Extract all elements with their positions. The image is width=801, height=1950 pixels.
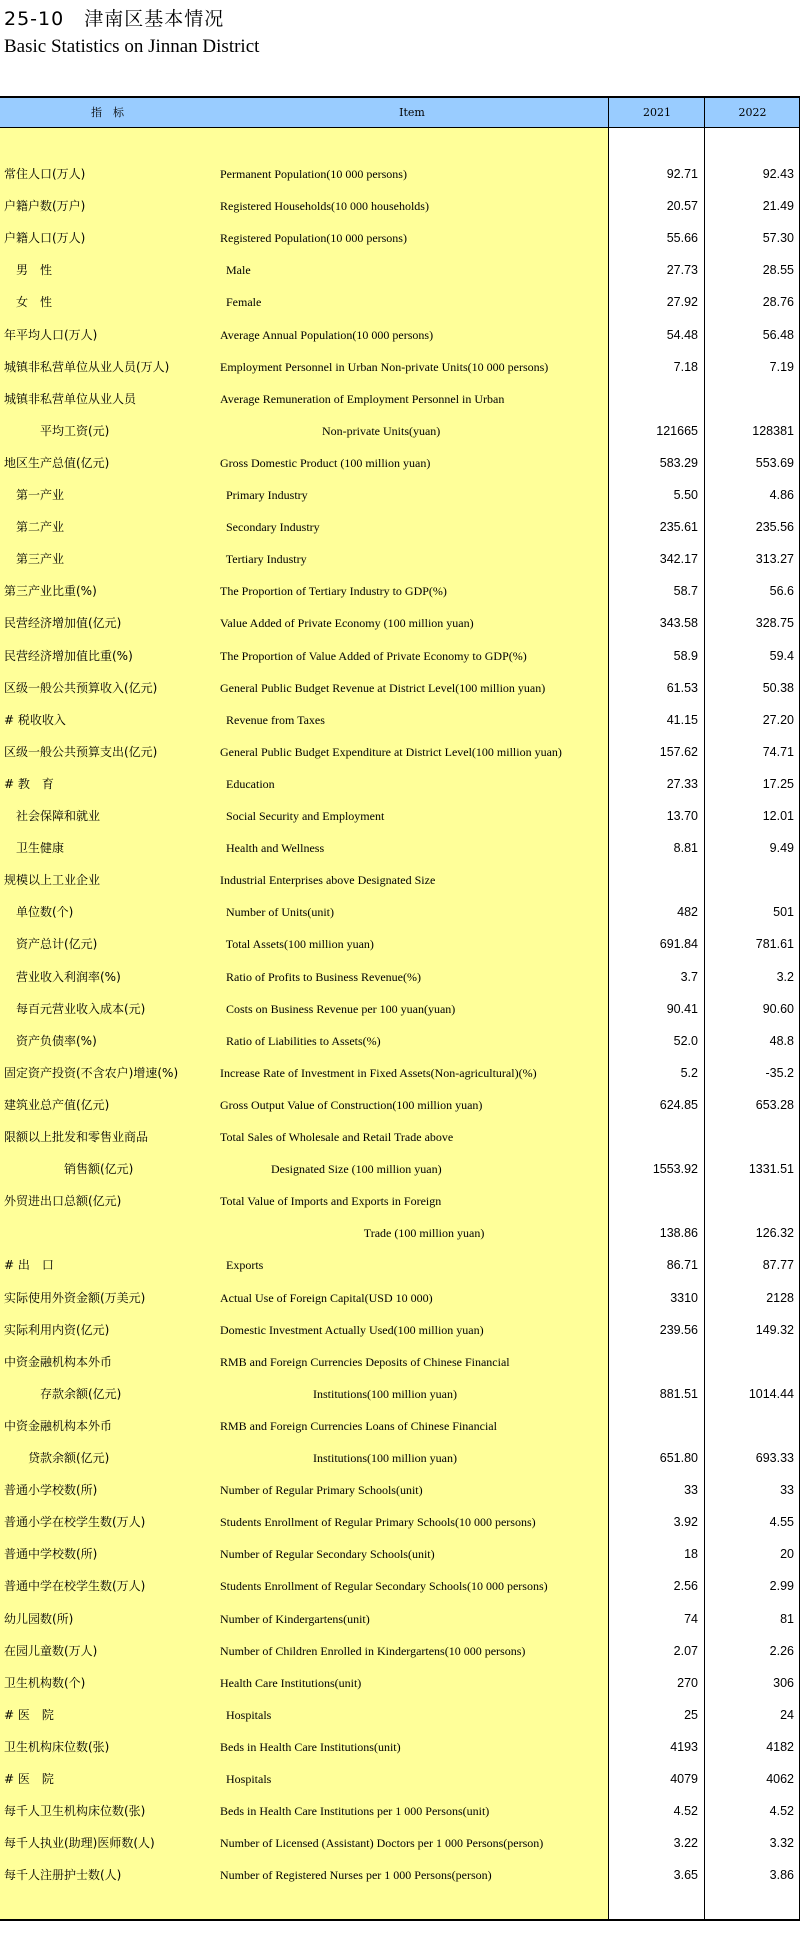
- row-item-en: Primary Industry: [220, 488, 308, 502]
- row-indicator-cn: 女 性: [4, 295, 53, 310]
- row-value-2021: 2.07: [673, 1643, 698, 1658]
- row-value-2022: 1331.51: [748, 1162, 794, 1177]
- row-indicator-cn: 中资金融机构本外币: [4, 1418, 113, 1433]
- table-row: [0, 1089, 800, 1121]
- row-indicator-cn: 资产总计(亿元): [4, 937, 98, 952]
- row-indicator-cn: 年平均人口(万人): [4, 327, 98, 342]
- row-indicator-cn: 第一产业: [4, 488, 65, 502]
- row-value-2022: 28.76: [762, 295, 794, 310]
- table-row: [0, 640, 800, 672]
- row-value-2022: 9.49: [769, 841, 794, 856]
- row-item-en: Gross Output Value of Construction(100 million yuan): [220, 1097, 483, 1112]
- row-value-2021: [608, 864, 698, 896]
- row-item-en: Registered Households(10 000 households): [220, 199, 429, 214]
- row-item-en: Costs on Business Revenue per 100 yuan(yuan): [220, 1001, 456, 1016]
- row-item-en: Gross Domestic Product (100 million yuan): [220, 455, 431, 470]
- row-item-en: Male: [220, 263, 251, 278]
- row-value-2022: -35.2: [765, 1065, 794, 1080]
- table-row: [0, 1410, 800, 1442]
- row-item-en: Hospitals: [220, 1707, 272, 1722]
- table-row: [0, 1185, 800, 1217]
- row-value-2021: 86.71: [666, 1258, 698, 1273]
- row-value-2022: 3.86: [769, 1868, 794, 1883]
- row-value-2022: 28.55: [762, 263, 794, 278]
- row-value-2021: 27.92: [666, 295, 698, 310]
- table-row: [0, 1538, 800, 1570]
- row-value-2021: 343.58: [659, 616, 698, 631]
- row-item-en: Average Annual Population(10 000 persons): [220, 327, 434, 342]
- row-indicator-cn: 第二产业: [4, 520, 65, 535]
- table-row: [0, 1378, 800, 1410]
- table-header: [0, 98, 800, 128]
- table-row: [0, 1153, 800, 1185]
- table-row: [0, 607, 800, 639]
- row-item-en: Students Enrollment of Regular Secondary Schools(10 000 persons): [220, 1579, 548, 1594]
- row-value-2022: 24: [780, 1707, 794, 1722]
- row-indicator-cn: 区级一般公共预算收入(亿元): [4, 680, 158, 695]
- row-indicator-cn: 每百元营业收入成本(元): [4, 1001, 146, 1016]
- row-value-2022: 4182: [766, 1739, 794, 1754]
- row-item-en: Domestic Investment Actually Used(100 million yuan): [220, 1322, 484, 1337]
- table-row: [0, 1763, 800, 1795]
- row-indicator-cn: 每千人卫生机构床位数(张): [4, 1804, 146, 1819]
- row-value-2021: 3.92: [673, 1515, 698, 1530]
- row-item-en: Exports: [220, 1258, 264, 1273]
- row-value-2021: 58.9: [673, 648, 698, 663]
- row-item-en: Value Added of Private Economy (100 million yuan): [220, 616, 474, 631]
- row-item-en: Total Sales of Wholesale and Retail Trade above: [220, 1130, 454, 1144]
- row-item-en: Health Care Institutions(unit): [220, 1675, 362, 1690]
- row-item-en: Students Enrollment of Regular Primary Schools(10 000 persons): [220, 1515, 536, 1530]
- row-indicator-cn: 建筑业总产值(亿元): [4, 1097, 110, 1112]
- row-value-2021: 482: [677, 905, 698, 920]
- row-value-2022: [704, 1185, 794, 1217]
- row-value-2022: [704, 1410, 794, 1442]
- row-value-2022: [704, 864, 794, 896]
- row-value-2022: [704, 1346, 794, 1378]
- row-value-2021: [608, 1410, 698, 1442]
- row-value-2021: 90.41: [666, 1001, 698, 1016]
- row-item-en: Number of Regular Primary Schools(unit): [220, 1483, 423, 1498]
- row-value-2021: 881.51: [659, 1386, 698, 1401]
- row-value-2022: [704, 383, 794, 415]
- row-value-2021: 27.73: [666, 263, 698, 278]
- row-item-en: Institutions(100 million yuan): [220, 1451, 457, 1465]
- table-row: [0, 575, 800, 607]
- row-indicator-cn: 常住人口(万人): [4, 167, 86, 181]
- table-row: [0, 993, 800, 1025]
- row-value-2021: 52.0: [673, 1033, 698, 1048]
- row-value-2022: 781.61: [755, 937, 794, 952]
- row-indicator-cn: 实际利用内资(亿元): [4, 1322, 110, 1337]
- row-item-en: Secondary Industry: [220, 520, 320, 535]
- row-value-2022: 7.19: [769, 359, 794, 374]
- table-row: [0, 1057, 800, 1089]
- table-row: [0, 736, 800, 768]
- row-value-2021: 239.56: [659, 1322, 698, 1337]
- row-indicator-cn: 存款余额(亿元): [4, 1386, 122, 1401]
- row-value-2021: 3.65: [673, 1868, 698, 1883]
- row-value-2021: 74: [684, 1611, 698, 1626]
- table-row: [0, 800, 800, 832]
- table-row: [0, 222, 800, 254]
- row-value-2021: [608, 1185, 698, 1217]
- row-value-2022: 653.28: [755, 1097, 794, 1112]
- table-row: [0, 190, 800, 222]
- row-indicator-cn: 卫生健康: [4, 841, 65, 856]
- row-value-2021: 20.57: [666, 199, 698, 214]
- row-indicator-cn: 固定资产投资(不含农户)增速(%): [4, 1065, 179, 1080]
- row-item-en: Hospitals: [220, 1772, 272, 1786]
- table-row: [0, 1635, 800, 1667]
- row-value-2022: 59.4: [769, 648, 794, 663]
- table-row: [0, 383, 800, 415]
- row-value-2022: 4062: [766, 1772, 794, 1786]
- row-value-2022: 2128: [766, 1290, 794, 1305]
- row-item-en: Number of Kindergartens(unit): [220, 1611, 370, 1626]
- row-item-en: The Proportion of Value Added of Private Economy to GDP(%): [220, 648, 527, 663]
- row-item-en: Beds in Health Care Institutions per 1 000 Persons(unit): [220, 1804, 490, 1819]
- row-item-en: Revenue from Taxes: [220, 712, 325, 727]
- row-value-2022: 56.6: [769, 584, 794, 599]
- row-value-2021: 54.48: [666, 327, 698, 342]
- page-title-chinese: 25-10 津南区基本情况: [4, 8, 225, 30]
- row-value-2021: 4079: [670, 1772, 698, 1786]
- row-item-en: Industrial Enterprises above Designated Size: [220, 873, 436, 888]
- row-item-en: General Public Budget Expenditure at District Level(100 million yuan): [220, 744, 562, 759]
- row-value-2022: 306: [773, 1675, 794, 1690]
- row-value-2022: 693.33: [755, 1451, 794, 1465]
- row-indicator-cn: 城镇非私营单位从业人员: [4, 391, 137, 406]
- row-item-en: Number of Children Enrolled in Kindergartens(10 000 persons): [220, 1643, 526, 1658]
- row-value-2022: 3.2: [776, 969, 794, 984]
- row-value-2022: 27.20: [762, 712, 794, 727]
- table-row: [0, 928, 800, 960]
- row-value-2021: 138.86: [659, 1226, 698, 1241]
- row-value-2021: 651.80: [659, 1451, 698, 1465]
- row-item-en: Non-private Units(yuan): [220, 423, 441, 438]
- row-item-en: Trade (100 million yuan): [220, 1226, 485, 1241]
- table-row: [0, 1346, 800, 1378]
- row-value-2022: 4.52: [769, 1804, 794, 1819]
- header-year-2021: 2021: [643, 106, 671, 119]
- row-value-2022: 81: [780, 1611, 794, 1626]
- row-value-2021: 7.18: [673, 359, 698, 374]
- table-row: [0, 254, 800, 286]
- row-value-2022: 553.69: [755, 455, 794, 470]
- row-indicator-cn: 第三产业: [4, 552, 65, 567]
- header-indicator: 指 标: [91, 106, 124, 119]
- table-row: [0, 286, 800, 318]
- table-row: [0, 1474, 800, 1506]
- row-item-en: Permanent Population(10 000 persons): [220, 167, 407, 181]
- table-row: [0, 1314, 800, 1346]
- row-value-2021: 13.70: [666, 809, 698, 823]
- row-indicator-cn: 普通小学在校学生数(万人): [4, 1515, 146, 1530]
- row-indicator-cn: 外贸进出口总额(亿元): [4, 1194, 122, 1209]
- row-indicator-cn: 实际使用外资金额(万美元): [4, 1290, 146, 1305]
- row-item-en: Ratio of Liabilities to Assets(%): [220, 1033, 381, 1048]
- row-value-2021: 61.53: [666, 680, 698, 695]
- row-indicator-cn: 地区生产总值(亿元): [4, 455, 110, 470]
- row-value-2021: [608, 1346, 698, 1378]
- row-item-en: Number of Licensed (Assistant) Doctors per 1 000 Persons(person): [220, 1836, 544, 1851]
- table-row: [0, 896, 800, 928]
- row-item-en: RMB and Foreign Currencies Loans of Chinese Financial: [220, 1418, 497, 1433]
- row-indicator-cn: 资产负债率(%): [4, 1033, 97, 1048]
- row-indicator-cn: 贷款余额(亿元): [4, 1451, 110, 1465]
- row-value-2022: 92.43: [762, 167, 794, 181]
- table-row: [0, 1570, 800, 1602]
- row-value-2021: 55.66: [666, 231, 698, 246]
- row-value-2022: 12.01: [762, 809, 794, 823]
- row-indicator-cn: 城镇非私营单位从业人员(万人): [4, 359, 170, 374]
- row-item-en: Actual Use of Foreign Capital(USD 10 000): [220, 1290, 433, 1305]
- table-row: [0, 1603, 800, 1635]
- table-row: [0, 479, 800, 511]
- row-value-2022: 4.55: [769, 1515, 794, 1530]
- table-row: [0, 672, 800, 704]
- row-item-en: Total Assets(100 million yuan): [220, 937, 374, 952]
- row-value-2022: 17.25: [762, 776, 794, 791]
- row-indicator-cn: 民营经济增加值(亿元): [4, 616, 122, 631]
- row-value-2022: 33: [780, 1483, 794, 1498]
- row-indicator-cn: # 出 口: [4, 1258, 54, 1273]
- row-item-en: Beds in Health Care Institutions(unit): [220, 1739, 401, 1754]
- row-indicator-cn: 在园儿童数(万人): [4, 1643, 98, 1658]
- table-row: [0, 415, 800, 447]
- row-value-2022: 4.86: [769, 488, 794, 502]
- row-value-2021: [608, 1121, 698, 1153]
- row-value-2021: 342.17: [659, 552, 698, 567]
- row-indicator-cn: 平均工资(元): [4, 423, 110, 438]
- table-row: [0, 704, 800, 736]
- table-row: [0, 768, 800, 800]
- row-indicator-cn: 普通中学在校学生数(万人): [4, 1579, 146, 1594]
- table-row: [0, 961, 800, 993]
- page-title-english: Basic Statistics on Jinnan District: [4, 36, 260, 57]
- row-indicator-cn: 卫生机构数(个): [4, 1675, 86, 1690]
- row-value-2021: 121665: [656, 423, 698, 438]
- table-row: [0, 351, 800, 383]
- row-value-2022: 501: [773, 905, 794, 920]
- row-value-2022: 3.32: [769, 1836, 794, 1851]
- table-row: [0, 832, 800, 864]
- table-row: [0, 1795, 800, 1827]
- table-row: [0, 1217, 800, 1249]
- row-indicator-cn: 普通小学校数(所): [4, 1483, 98, 1498]
- row-value-2021: 18: [684, 1547, 698, 1562]
- row-value-2021: [608, 383, 698, 415]
- row-value-2022: 149.32: [755, 1322, 794, 1337]
- table-row: [0, 1442, 800, 1474]
- row-value-2022: 126.32: [755, 1226, 794, 1241]
- row-value-2021: 691.84: [659, 937, 698, 952]
- row-item-en: Increase Rate of Investment in Fixed Assets(Non-agricultural)(%): [220, 1065, 537, 1080]
- row-item-en: Number of Registered Nurses per 1 000 Persons(person): [220, 1868, 492, 1883]
- row-item-en: The Proportion of Tertiary Industry to GDP(%): [220, 584, 447, 599]
- table-row: [0, 158, 800, 190]
- row-value-2021: 583.29: [659, 455, 698, 470]
- row-value-2022: 20: [780, 1547, 794, 1562]
- row-value-2021: 25: [684, 1707, 698, 1722]
- row-value-2021: 270: [677, 1675, 698, 1690]
- row-item-en: Registered Population(10 000 persons): [220, 231, 407, 246]
- table-row: [0, 511, 800, 543]
- table-row: [0, 1859, 800, 1891]
- row-indicator-cn: 营业收入利润率(%): [4, 969, 121, 984]
- table-row: [0, 1699, 800, 1731]
- row-item-en: Female: [220, 295, 262, 310]
- row-item-en: Tertiary Industry: [220, 552, 307, 567]
- row-item-en: Health and Wellness: [220, 841, 325, 856]
- row-value-2021: 3310: [670, 1290, 698, 1305]
- row-value-2022: 57.30: [762, 231, 794, 246]
- row-value-2022: 2.26: [769, 1643, 794, 1658]
- header-year-2022: 2022: [738, 106, 767, 119]
- row-item-en: Employment Personnel in Urban Non-private Units(10 000 persons): [220, 359, 549, 374]
- row-value-2022: 21.49: [762, 199, 794, 214]
- row-value-2022: 87.77: [762, 1258, 794, 1273]
- table-row: [0, 1025, 800, 1057]
- table-row: [0, 1282, 800, 1314]
- row-value-2021: 157.62: [659, 744, 698, 759]
- row-value-2021: 27.33: [666, 776, 698, 791]
- row-indicator-cn: 第三产业比重(%): [4, 584, 97, 599]
- row-value-2022: 90.60: [762, 1001, 794, 1016]
- row-value-2021: 92.71: [666, 167, 698, 181]
- row-value-2022: 74.71: [762, 744, 794, 759]
- row-indicator-cn: 每千人执业(助理)医师数(人): [4, 1836, 155, 1851]
- row-value-2022: 50.38: [762, 680, 794, 695]
- row-value-2021: 3.7: [680, 969, 698, 984]
- table-row: [0, 447, 800, 479]
- row-indicator-cn: 卫生机构床位数(张): [4, 1739, 110, 1754]
- row-value-2022: 2.99: [769, 1579, 794, 1594]
- row-value-2021: 5.2: [680, 1065, 698, 1080]
- row-value-2021: 4.52: [673, 1804, 698, 1819]
- row-item-en: Average Remuneration of Employment Personnel in Urban: [220, 391, 505, 406]
- table-row: [0, 1667, 800, 1699]
- row-item-en: Total Value of Imports and Exports in Foreign: [220, 1194, 442, 1209]
- row-value-2022: 56.48: [762, 327, 794, 342]
- table-row: [0, 1506, 800, 1538]
- row-indicator-cn: # 税收收入: [4, 712, 66, 727]
- row-value-2021: 235.61: [659, 520, 698, 535]
- row-value-2022: 328.75: [755, 616, 794, 631]
- row-item-en: RMB and Foreign Currencies Deposits of Chinese Financial: [220, 1354, 510, 1369]
- table-row: [0, 1249, 800, 1281]
- row-value-2021: 8.81: [673, 841, 698, 856]
- row-item-en: Designated Size (100 million yuan): [220, 1162, 442, 1177]
- statistics-table: [0, 96, 800, 1921]
- row-item-en: Number of Units(unit): [220, 905, 334, 920]
- row-indicator-cn: 男 性: [4, 263, 53, 278]
- row-item-en: Education: [220, 776, 275, 791]
- row-indicator-cn: 限额以上批发和零售业商品: [4, 1130, 149, 1144]
- row-indicator-cn: # 教 育: [4, 776, 54, 791]
- row-indicator-cn: 单位数(个): [4, 905, 74, 920]
- row-value-2021: 624.85: [659, 1097, 698, 1112]
- row-value-2021: 2.56: [673, 1579, 698, 1594]
- row-indicator-cn: 规模以上工业企业: [4, 873, 101, 888]
- row-indicator-cn: # 医 院: [4, 1772, 54, 1786]
- row-value-2021: 1553.92: [652, 1162, 698, 1177]
- row-value-2021: 5.50: [673, 488, 698, 502]
- table-row: [0, 864, 800, 896]
- row-value-2021: 3.22: [673, 1836, 698, 1851]
- row-indicator-cn: 社会保障和就业: [4, 809, 101, 823]
- row-value-2021: 58.7: [673, 584, 698, 599]
- table-row: [0, 1121, 800, 1153]
- row-indicator-cn: 区级一般公共预算支出(亿元): [4, 744, 158, 759]
- row-value-2022: 48.8: [769, 1033, 794, 1048]
- row-indicator-cn: 中资金融机构本外币: [4, 1354, 113, 1369]
- row-value-2021: 41.15: [666, 712, 698, 727]
- table-row: [0, 1827, 800, 1859]
- row-value-2022: 1014.44: [748, 1386, 794, 1401]
- table-row: [0, 1731, 800, 1763]
- table-row: [0, 543, 800, 575]
- row-item-en: Ratio of Profits to Business Revenue(%): [220, 969, 421, 984]
- table-row: [0, 319, 800, 351]
- row-value-2022: [704, 1121, 794, 1153]
- row-item-en: Institutions(100 million yuan): [220, 1386, 457, 1401]
- row-indicator-cn: 户籍人口(万人): [4, 231, 86, 246]
- row-value-2022: 128381: [752, 423, 794, 438]
- row-value-2022: 235.56: [755, 520, 794, 535]
- row-item-en: Number of Regular Secondary Schools(unit): [220, 1547, 435, 1562]
- row-indicator-cn: 户籍户数(万户): [4, 199, 86, 214]
- row-indicator-cn: 幼儿园数(所): [4, 1611, 74, 1626]
- row-indicator-cn: # 医 院: [4, 1707, 54, 1722]
- row-indicator-cn: 普通中学校数(所): [4, 1547, 98, 1562]
- row-item-en: General Public Budget Revenue at District Level(100 million yuan): [220, 680, 546, 695]
- row-indicator-cn: 销售额(亿元): [4, 1162, 134, 1177]
- header-item: Item: [399, 106, 425, 119]
- row-value-2021: 4193: [670, 1739, 698, 1754]
- row-indicator-cn: 民营经济增加值比重(%): [4, 648, 133, 663]
- row-indicator-cn: 每千人注册护士数(人): [4, 1868, 122, 1883]
- row-value-2022: 313.27: [755, 552, 794, 567]
- row-value-2021: 33: [684, 1483, 698, 1498]
- row-item-en: Social Security and Employment: [220, 809, 385, 823]
